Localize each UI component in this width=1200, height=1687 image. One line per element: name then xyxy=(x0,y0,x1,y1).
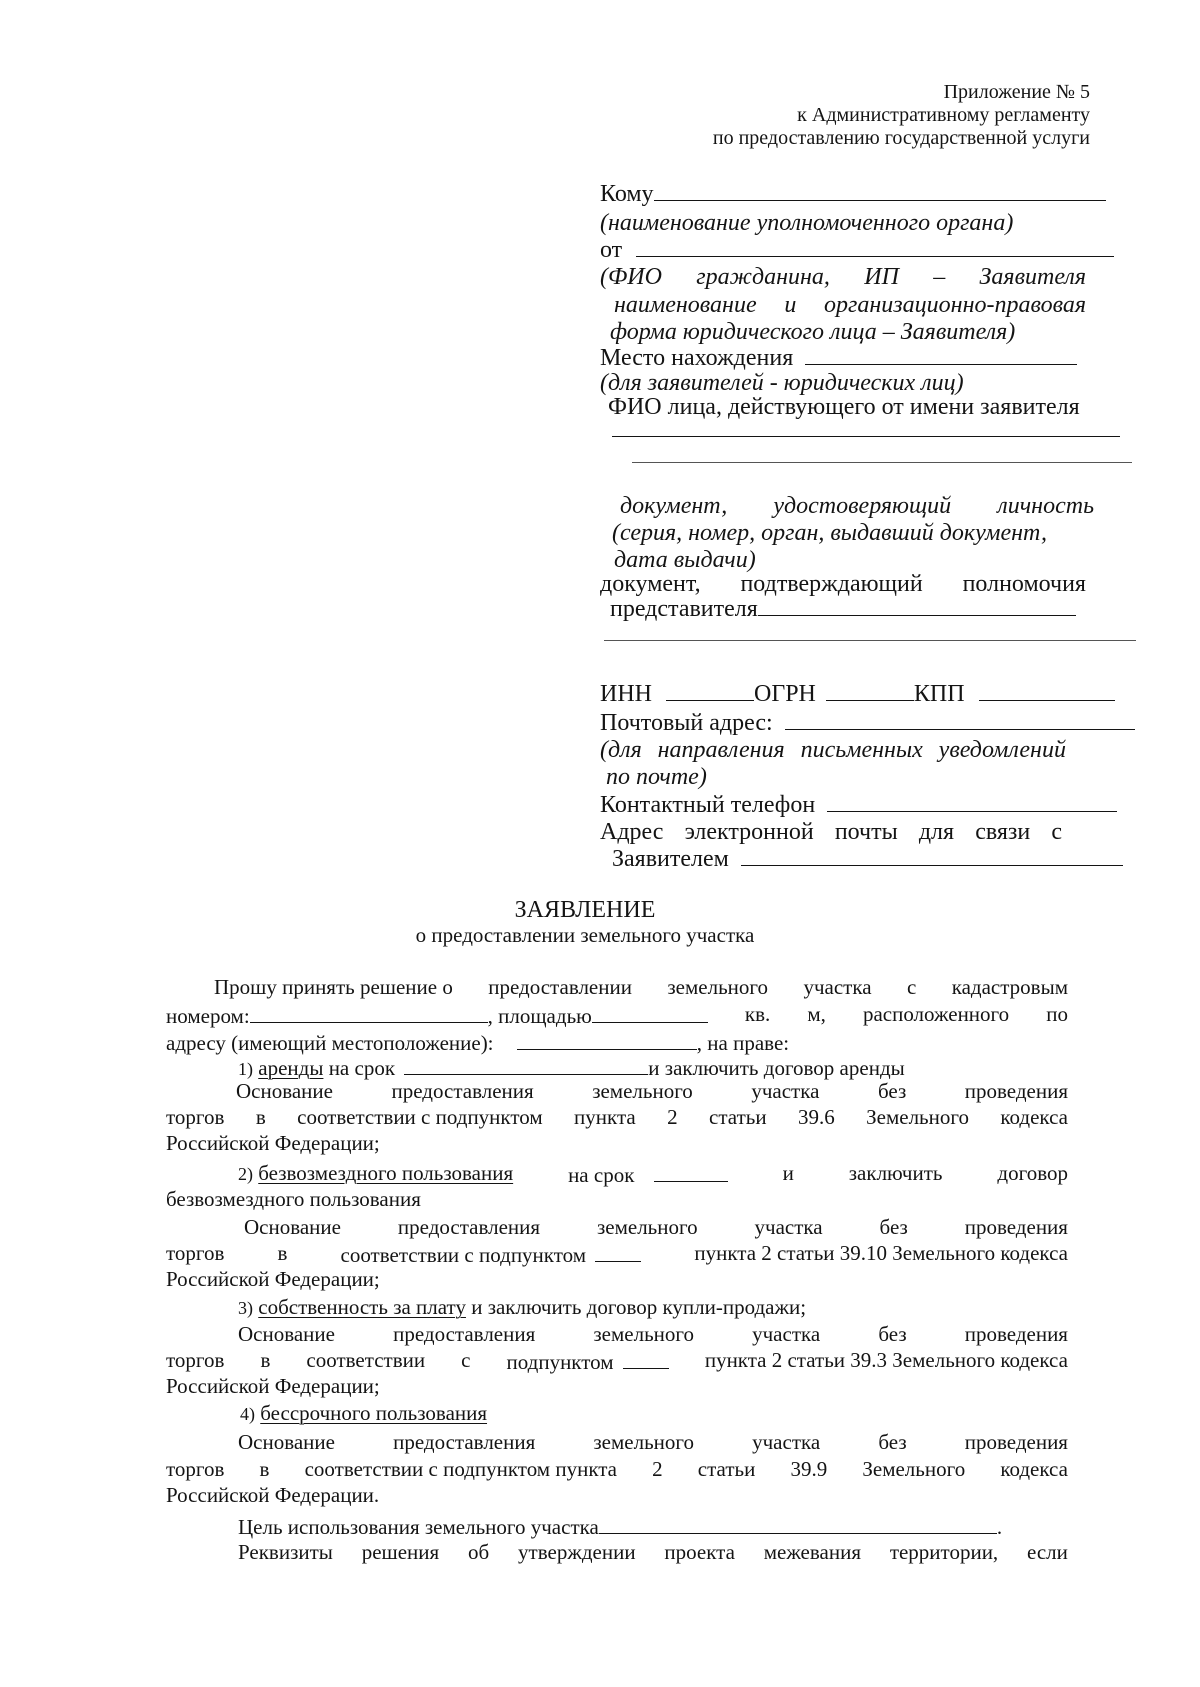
cadastral-label: номером: xyxy=(166,1004,250,1028)
body-p1-line-2: номером: , площадью кв. м, расположенного по xyxy=(166,1002,1068,1028)
area-label: , площадью xyxy=(487,1004,592,1028)
purpose-blank[interactable] xyxy=(599,1515,997,1534)
id-doc-line-2: (серия, номер, орган, выдавший документ, xyxy=(612,520,1047,546)
inn-label: ИНН xyxy=(600,681,652,707)
auth-doc-field xyxy=(610,597,1076,621)
auth-doc-label: представителя xyxy=(610,596,758,622)
kpp-label: КПП xyxy=(913,681,965,707)
postal-field xyxy=(600,711,1135,735)
rep-rule-2[interactable] xyxy=(632,462,1132,463)
from-blank[interactable] xyxy=(636,238,1114,257)
phone-blank[interactable] xyxy=(827,793,1117,812)
id-doc-line-3: дата выдачи) xyxy=(614,547,756,573)
auth-doc-rule[interactable] xyxy=(604,640,1136,641)
option-1-line: 1) аренды на срок и заключить договор аренды xyxy=(238,1056,905,1080)
basis-4-line-3: Российской Федерации. xyxy=(166,1483,380,1507)
location-hint: (для заявителей - юридических лиц) xyxy=(600,370,964,396)
basis-3-line-3: Российской Федерации; xyxy=(166,1374,380,1398)
rep-label: ФИО лица, действующего от имени заявителя xyxy=(608,394,1080,420)
option-4-line: 4) бессрочного пользования xyxy=(240,1401,488,1425)
postal-label: Почтовый адрес: xyxy=(600,710,773,736)
document-title: ЗАЯВЛЕНИЕ xyxy=(514,897,656,923)
to-field xyxy=(600,182,1106,206)
location-blank[interactable] xyxy=(805,346,1077,365)
body-p1-line-1: Прошу принять решение о предоставлении земельного участка с кадастровым xyxy=(214,975,1068,999)
inn-blank[interactable] xyxy=(666,682,754,701)
purpose-field: Цель использования земельного участка . xyxy=(238,1515,1003,1539)
email-blank[interactable] xyxy=(741,847,1123,866)
to-hint: (наименование уполномоченного органа) xyxy=(600,210,1014,236)
basis-4-line-2: торгов в соответствии с подпунктом пункта 2 статьи 39.9 Земельного кодекса xyxy=(166,1457,1068,1481)
ogrn-label: ОГРН xyxy=(754,681,816,707)
email-label: Заявителем xyxy=(612,846,729,872)
auth-doc-line-1: документ, подтверждающий полномочия xyxy=(600,571,1086,597)
option-1-title: аренды xyxy=(258,1056,324,1080)
kpp-blank[interactable] xyxy=(979,682,1115,701)
body-p1-line-3: адресу (имеющий местоположение): , на праве: xyxy=(166,1031,790,1055)
from-field xyxy=(600,238,1114,262)
address-blank[interactable] xyxy=(517,1031,697,1050)
option-3-title: собственность за плату xyxy=(258,1295,466,1319)
lease-term-blank[interactable] xyxy=(404,1056,648,1075)
appendix-line-2: к Административному регламенту xyxy=(797,104,1090,126)
free-use-term-blank[interactable] xyxy=(654,1163,728,1182)
postal-hint-1: (для направления письменных уведомлений xyxy=(600,737,1066,763)
to-blank[interactable] xyxy=(654,182,1106,201)
postal-blank[interactable] xyxy=(785,711,1135,730)
rep-rule-1[interactable] xyxy=(612,436,1120,437)
cadastral-number-blank[interactable] xyxy=(250,1004,488,1023)
body-last-line: Реквизиты решения об утверждении проекта межевания территории, если xyxy=(238,1540,1068,1564)
option-4-title: бессрочного пользования xyxy=(260,1401,488,1425)
basis-2-line-3: Российской Федерации; xyxy=(166,1267,380,1291)
to-label: Кому xyxy=(600,181,654,207)
email-field xyxy=(612,847,1123,871)
phone-field xyxy=(600,793,1117,817)
location-label: Место нахождения xyxy=(600,345,794,371)
from-hint-1: (ФИО гражданина, ИП – Заявителя xyxy=(600,264,1086,290)
option-3-line: 3) собственность за плату и заключить договор купли-продажи; xyxy=(238,1295,807,1319)
appendix-line-1: Приложение № 5 xyxy=(943,81,1090,103)
basis-2-line-1: Основание предоставления земельного участка без проведения xyxy=(244,1215,1068,1239)
basis-1-line-2: торгов в соответствии с подпунктом пункта 2 статьи 39.6 Земельного кодекса xyxy=(166,1105,1068,1129)
subclause-2-blank[interactable] xyxy=(595,1243,641,1262)
email-line-1: Адрес электронной почты для связи с xyxy=(600,819,1062,845)
subclause-3-blank[interactable] xyxy=(623,1350,669,1369)
basis-4-line-1: Основание предоставления земельного участка без проведения xyxy=(238,1430,1068,1454)
from-label: от xyxy=(600,237,623,263)
document-subtitle: о предоставлении земельного участка xyxy=(415,923,755,947)
ogrn-blank[interactable] xyxy=(826,682,914,701)
from-hint-2: наименование и организационно-правовая xyxy=(614,292,1086,318)
location-field xyxy=(600,346,1077,370)
basis-3-line-2: торгов в соответствии с подпунктом пункта 2 статьи 39.3 Земельного кодекса xyxy=(166,1348,1068,1374)
auth-doc-blank[interactable] xyxy=(758,597,1076,616)
option-2-line-2: безвозмездного пользования xyxy=(166,1187,421,1211)
postal-hint-2: по почте) xyxy=(606,764,707,790)
appendix-line-3: по предоставлению государственной услуги xyxy=(712,127,1090,149)
inn-ogrn-kpp-field xyxy=(600,682,1115,706)
id-doc-line-1: документ, удостоверяющий личность xyxy=(620,493,1094,519)
purpose-label: Цель использования земельного участка xyxy=(238,1515,599,1539)
basis-1-line-3: Российской Федерации; xyxy=(166,1131,380,1155)
area-blank[interactable] xyxy=(592,1004,708,1023)
basis-2-line-2: торгов в соответствии с подпунктом пункта 2 статьи 39.10 Земельного кодекса xyxy=(166,1241,1068,1267)
option-2-title: безвозмездного пользования xyxy=(258,1161,514,1185)
phone-label: Контактный телефон xyxy=(600,792,816,818)
basis-3-line-1: Основание предоставления земельного участка без проведения xyxy=(238,1322,1068,1346)
basis-1-line-1: Основание предоставления земельного участка без проведения xyxy=(236,1079,1068,1103)
from-hint-3: форма юридического лица – Заявителя) xyxy=(610,319,1016,345)
option-2-line: 2) безвозмездного пользования на срок и заключить договор xyxy=(238,1161,1068,1187)
